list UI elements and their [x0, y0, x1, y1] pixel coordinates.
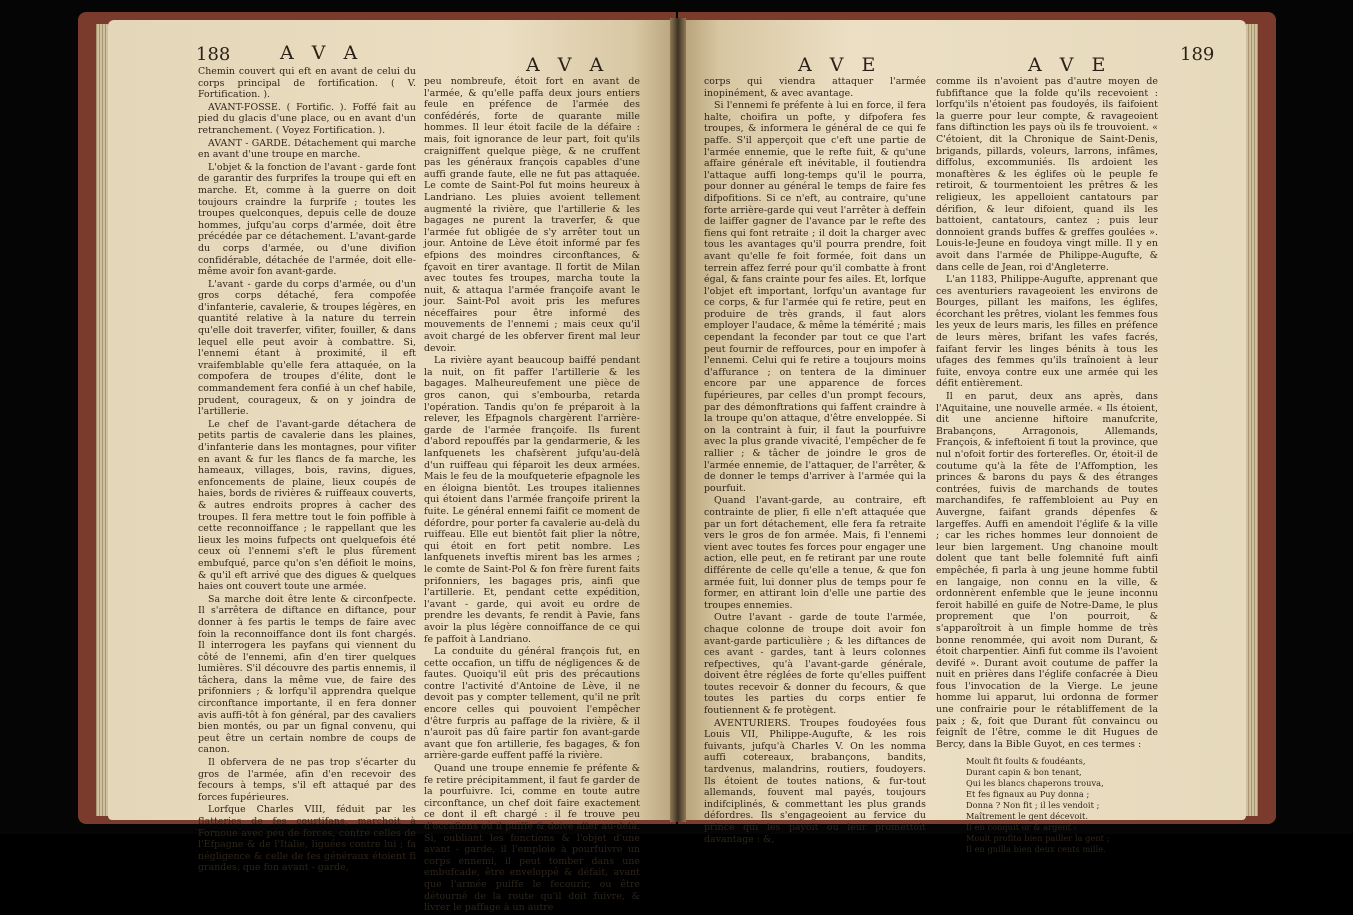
paragraph: peu nombreufe, étoit fort en avant de l'armée, & qu'elle paffa deux jours entiers feule en préfence de l'armée des confédérés, forte de quarante mille hommes. Il leur étoit facile de la défaire : mais, foit ignorance de leur part, foit qu'ils craigniffent quelque piège, & ne cruffent pas les généraux françois capables d'une auffi grande faute, elle ne fut pas attaquée. Le comte de Saint-Pol fut moins heureux à Landriano. Les pluies avoient tellement augmenté la rivière, que l'artillerie & les bagages ne purent la traverfer, & que l'armée fut obligée de s'y arrêter tout un jour. Antoine de Lève étoit informé par fes efpions des moindres circonftances, & fçavoit en tirer avantage. Il fortit de Milan avec toutes fes troupes, marcha toute la nuit, & attaqua l'armée françoife avant le jour. Saint-Pol avoit pris les mefures néceffaires pour être informé des mouvements de l'ennemi ; mais ceux qu'il avoit chargé de les obferver firent mal leur devoir. [424, 76, 640, 354]
right-page [680, 20, 1246, 855]
left-header-b: A V A [526, 54, 610, 76]
page-edges-right [1246, 24, 1258, 816]
page-edges-left [96, 24, 108, 816]
left-header-a: A V A [280, 42, 364, 64]
poem-line: Qui les blancs chaperons trouva, [966, 778, 1104, 789]
right-header-a: A V E [798, 54, 882, 76]
paragraph: Lorfque Charles VIII, féduit par les flatteries de fes courtifans, marchoit à Fornoue avec peu de forces, contre celles de l'Efpagne & de l'Italie, liguées contre lui ; fa négligence & celle de fes généraux étoient fi grandes, que fon avant - garde, [198, 804, 416, 874]
paragraph: Chemin couvert qui eft en avant de celui du corps principal de fortification. ( V. Fortification. ). [198, 66, 416, 101]
paragraph: AVENTURIERS. Troupes foudoyées fous Louis VII, Philippe-Augufte, & les rois fuivants, jufqu'à Charles V. On les nomma auffi cotereaux, brabançons, bandits, tardvenus, malandrins, routiers, foudoyers. Ils étoient de toutes nations, & fur-tout allemands, fouvent mal payés, toujours indifciplinés, & commettant les plus grands défordres. Ils s'engageoient au fervice du prince qui les payoit ou leur promettoit davantage : &, [704, 717, 926, 845]
paragraph: Le chef de l'avant-garde détachera de petits partis de cavalerie dans les plaines, d'infanterie dans les montagnes, pour vifiter en avant & fur les flancs de fa marche, les hameaux, villages, bois, ravins, digues, enfoncements de plaine, lieux coupés de haies, bords de rivières & ruiffeaux couverts, & autres endroits propres à cacher des troupes. Il fera mettre tout le foin poffible à cette reconnoiffance ; le rappellant que les lieux les moins fufpects ont quelquefois été ceux où l'ennemi s'eft le plus fûrement embufqué, parce qu'on s'en défioit le moins, & qu'il eft arrivé que des digues & quelques haies ont couvert toute une armée. [198, 418, 416, 593]
paragraph: AVANT - GARDE. Détachement qui marche en avant d'une troupe en marche. [198, 137, 416, 161]
paragraph: L'an 1183, Philippe-Augufte, apprenant que ces aventuriers ravageoient les environs de Bourges, pillant les maifons, les églifes, écorchant les prêtres, violant les femmes fous les yeux de leurs maris, les filles en préfence de leurs mères, brifant les vafes facrés, faifant fervir les linges bénits à tous les ufages des femmes qu'ils traînoient à leur fuite, envoya contre eux une armée qui les défit entièrement. [936, 274, 1158, 390]
poem-line: Moult profita bien pailler la gent ; [966, 833, 1110, 844]
right-column-1 [704, 76, 926, 846]
paragraph: Quand l'avant-garde, au contraire, eft contrainte de plier, fi elle n'eft attaquée que par un fort détachement, elle fera fa retraite vers le gros de fon armée. Mais, fi l'ennemi vient avec toutes fes forces pour engager une action, elle peut, en fe retirant par une route différente de celle qu'elle a tenue, & que fon armée fuit, lui donner plus de temps pour fe former, en attirant loin d'elle une partie des troupes ennemies. [704, 495, 926, 611]
paragraph: La conduite du général françois fut, en cette occafion, un tiffu de négligences & de fautes. Quoiqu'il eût pris des précautions contre l'activité d'Antoine de Lève, il ne devoit pas y compter tellement, qu'il ne prît encore celles qui pouvoient l'empêcher d'être furpris au paffage de la rivière, & il n'auroit pas dû faire partir fon avant-garde avant que fon artillerie, fes bagages, & fon arrière-garde euffent paffé la rivière. [424, 646, 640, 762]
paragraph: Sa marche doit être lente & circonfpecte. Il s'arrêtera de diftance en diftance, pour donner à fes partis le temps de faire avec foin la reconnoiffance dont ils font chargés. Il interrogera les payfans qui viennent du côté de l'ennemi, afin d'en tirer quelques lumières. S'il découvre des partis ennemis, il tâchera, dans la même vue, de faire des prifonniers ; & lorfqu'il apprendra quelque circonftance importante, il en fera donner avis auffi-tôt à fon général, par des cavaliers bien montés, ou par un fignal convenu, qui peut être un certain nombre de coups de canon. [198, 593, 416, 756]
paragraph: comme ils n'avoient pas d'autre moyen de fubfiftance que la folde qu'ils recevoient : lorfqu'ils n'étoient pas foudoyés, ils faifoient la guerre pour leur compte, & ravageoient fans diftinction les pays où ils fe trouvoient. « C'étoient, dit la Chronique de Saint-Denis, brigands, pillards, voleurs, larrons, infâmes, diffolus, excommuniés. Ils ardoient les monaftères & les églifes où le peuple fe retiroit, & tourmentoient les prêtres & les religieux, les appelloient cantatours par dérifion, & leur difoient, quand ils les battoient, cantatours, cantez ; puis leur donnoient grands buffes & greffes goulées ». Louis-le-Jeune en foudoya vingt mille. Il y en avoit dans l'armée de Philippe-Augufte, & dans celle de Jean, roi d'Angleterre. [936, 76, 1158, 273]
paragraph: Quand une troupe ennemie fe préfente & fe retire précipitamment, il faut fe garder de la pourfuivre. Ici, comme en toute autre circonftance, un chef doit faire exactement ce dont il eft chargé : il fe trouve peu d'occafions où il puiffe & doive aller au-delà. Si, oubliant les fonctions & l'objet d'une avant - garde, il l'emploie à pourfuivre un corps ennemi, il peut tomber dans une embufcade, être enveloppé & défait, avant que l'armée puiffe le fecourir, ou être détourné de la route qu'il doit fuivre, & livrer le paffage à un autre [424, 763, 640, 914]
paragraph: Il obfervera de ne pas trop s'écarter du gros de l'armée, afin d'en recevoir des fecours à temps, s'il eft attaqué par des forces fupérieures. [198, 757, 416, 803]
right-header-b: A V E [1028, 54, 1112, 76]
paragraph: Il en parut, deux ans après, dans l'Aquitaine, une nouvelle armée. « Ils étoient, dit une ancienne hiftoire manufcrite, Brabançons, Arragonois, Allemands, François, & infeftoient fi tout la province, que nul n'ofoit fortir des forterefles. Or, étoit-il de coutume qu'à la fête de l'Affomption, les princes & barons du pays & des étranges contrées, fuivis de marchands de toutes marchandifes, fe raffembloient au Puy en Auvergne, faifant grands dépenfes & largeffes. Auffi en amendoit l'églife & la ville ; car les riches hommes leur donnoient de leur bien largement. Ung chanoine moult dolent que tant belle folemnité fuft ainfi empêchée, fi parla à ung jeune homme fubtil en langaige, non connu en la ville, & ordonnèrent enfemble que le jeune inconnu feroit habillé en guife de Notre-Dame, le plus proprement que l'on pourroit, & s'apparoîtroit à un fimple homme de très bonne renommée, qui avoit nom Durant, & étoit charpentier. Ainfi fut comme ils l'avoient devifé ». Durant avoit coutume de paffer la nuit en prières dans l'églife confacrée à Dieu fous l'invocation de la Vierge. Le jeune homme lui apparut, lui ordonna de former une confrairie pour le rétabliffement de la paix ; &, foit que Durant fût convaincu ou feignît de l'être, comme le dit Hugues de Bercy, dans la Bible Guyot, en ces termes : [936, 391, 1158, 750]
poem-verse [966, 756, 1158, 855]
paragraph: L'objet & la fonction de l'avant - garde font de garantir des furprifes la troupe qui eft en marche. Et, comme à la guerre on doit toujours craindre la furprife ; toutes les troupes quelconques, depuis celle de douze hommes, jufqu'au corps d'armée, doit être précédée par ce détachement. L'avant-garde du corps d'armée, ou d'une divifion confidérable, détachée de l'armée, doit elle-même avoir fon avant-garde. [198, 161, 416, 278]
right-page-number: 189 [1180, 44, 1215, 65]
right-column-2 [936, 76, 1158, 855]
paragraph: Outre l'avant - garde de toute l'armée, chaque colonne de troupe doit avoir fon avant-garde particulière ; & les diftances de ces avant - gardes, tant à leurs colonnes refpectives, qu'à l'avant-garde générale, doivent être réglées de forte qu'elles puiffent toutes recevoir & donner du fecours, & que toutes les parties du corps entier fe foutiennent & fe protègent. [704, 612, 926, 717]
left-page [108, 20, 674, 914]
paragraph: AVANT-FOSSE. ( Fortific. ). Foffé fait au pied du glacis d'une place, ou en avant d'un retranchement. ( Voyez Fortification. ). [198, 101, 416, 136]
poem-line: Il en conquit or & argent : [966, 822, 1077, 833]
book-gutter [670, 18, 686, 822]
paragraph: Si l'ennemi fe préfente à lui en force, il fera halte, choifira un pofte, y difpofera fes troupes, & informera le général de ce qui fe paffe. S'il apperçoit que c'eft une partie de l'armée ennemie, que le refte fuit, & qu'une affaire générale eft inévitable, il foutiendra l'attaque auffi long-temps qu'il le pourra, pour donner au général le temps de faire fes difpofitions. Si ce n'eft, au contraire, qu'une forte arrière-garde qui veut l'arrêter à deffein de laiffer gagner de l'avance par le refte des fiens qui font retraite ; il doit la charger avec tous les avantages qu'il pourra prendre, foit avant qu'elle fe foit formée, foit dans un terrein affez ferré pour qu'il combatte à front égal, & fans crainte pour fes ailes. Et, lorfque l'objet eft important, lorfqu'un avantage fur ce corps, & fur l'armée qui fe retire, peut en produire de très grands, il faut alors employer l'audace, & même la témérité ; mais cependant la feconder par tout ce que l'art peut fournir de reffources, pour en impofer à l'ennemi. Celui qui fe retire a toujours moins d'affurance ; on tentera de la diminuer encore par une apparence de forces fupérieures, par celles d'un prompt fecours, par des démonftrations qui faffent craindre à la troupe qu'on attaque, d'être enveloppée. Si on la contraint à fuir, il faut la pourfuivre avec la plus grande vivacité, l'empêcher de fe rallier ; & tâcher de joindre le gros de l'armée ennemie, de l'attaquer, de l'arrêter, & de donner le temps d'arriver à l'armée qui la pourfuit. [704, 100, 926, 494]
poem-line: Il en guilla bien deux cents mille. [966, 844, 1106, 855]
paragraph: La rivière ayant beaucoup baiffé pendant la nuit, on fit paffer l'artillerie & les bagages. Malheureufement une pièce de gros canon, qui s'embourba, retarda l'opération. Tandis qu'on fe préparoit à la relever, les Efpagnols chargèrent l'arrière-garde de l'armée françoife. Ils furent d'abord repouffés par la gendarmerie, & les lanfquenets les chafsèrent jufqu'au-delà d'un ruiffeau qui féparoit les deux armées. Mais le feu de la moufqueterie efpagnole les en éloigna bientôt. Les troupes italiennes qui étoient dans l'armée françoife prirent la fuite. Le général ennemi faifit ce moment de défordre, pour porter fa cavalerie au-delà du ruiffeau. Elle eut bientôt fait plier la nôtre, qui étoit en fort petit nombre. Les lanfquenets inveftis mirent bas les armes ; le comte de Saint-Pol & fon frère furent faits prifonniers, les bagages pris, ainfi que l'artillerie. Et, pendant cette expédition, l'avant - garde, qui avoit eu ordre de prendre les devants, fe rendit à Pavie, fans avoir la plus légère connoiffance de ce qui fe paffoit à Landriano. [424, 355, 640, 645]
paragraph: corps qui viendra attaquer l'armée inopinément, & avec avantage. [704, 76, 926, 99]
paragraph: L'avant - garde du corps d'armée, ou d'un gros corps détaché, fera compofée d'infanterie, cavalerie, & troupes légères, en quantité relative à la nature du terrein qu'elle doit traverfer, vifiter, fouiller, & dans lequel elle peut avoir à combattre. Si, l'ennemi étant à proximité, il eft vraifemblable qu'elle fera attaquée, on la compofera de troupes d'élite, dont le commandement fera confié à un chef habile, prudent, courageux, & on y joindra de l'artillerie. [198, 278, 416, 418]
poem-line: Donna ? Non fit ; il les vendoit ; [966, 800, 1100, 811]
left-page-number: 188 [196, 44, 231, 65]
poem-line: Maîtrement le gent décevoit. [966, 811, 1089, 822]
left-column-2 [424, 76, 640, 915]
poem-line: Durant capin & bon tenant, [966, 767, 1082, 778]
left-column-1 [198, 66, 416, 875]
poem-line: Et fes fignaux au Puy donna ; [966, 789, 1090, 800]
poem-line: Moult fit foults & foudéants, [966, 756, 1086, 767]
